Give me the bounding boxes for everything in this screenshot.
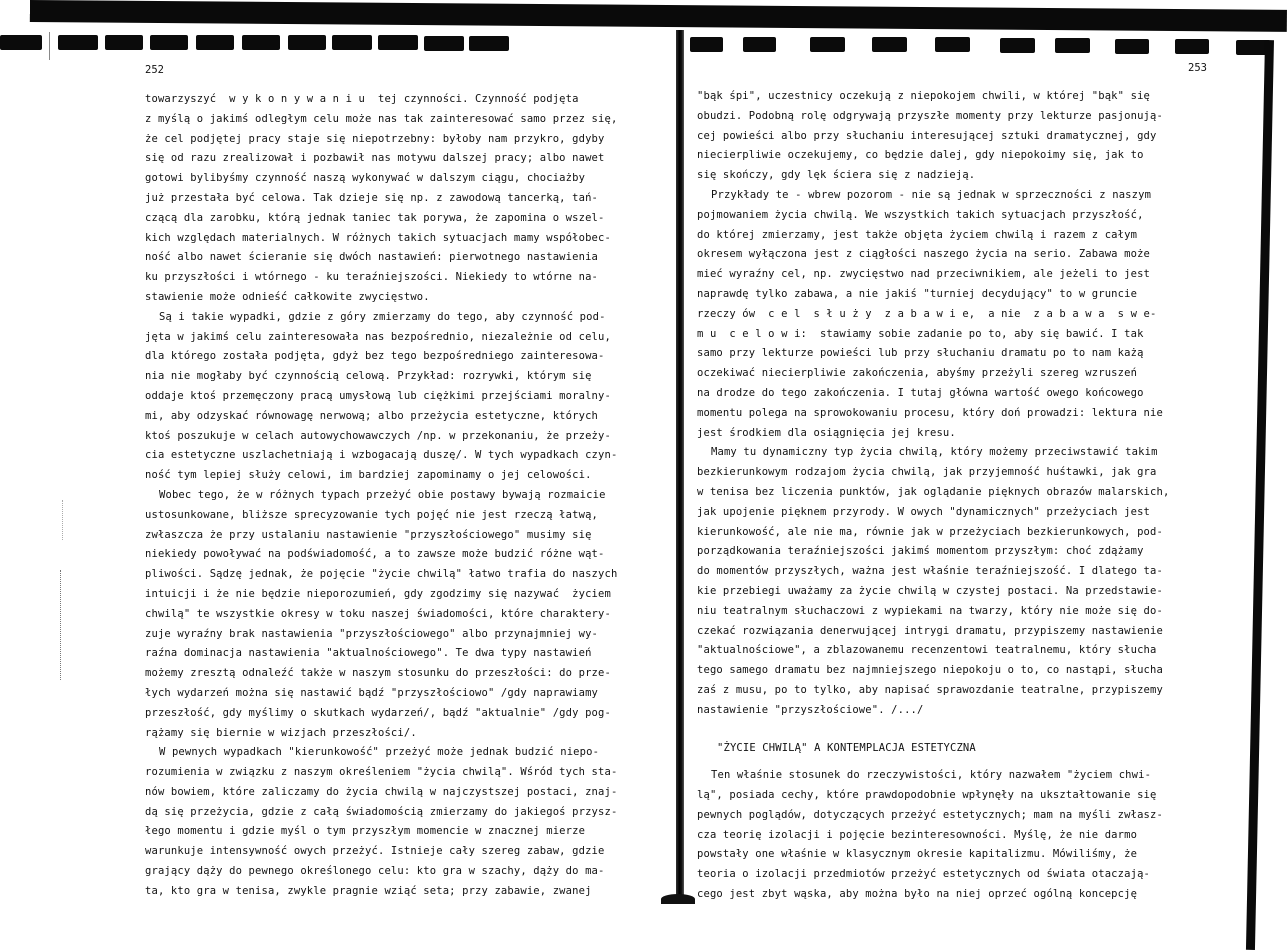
- film-perforations: [0, 32, 1287, 52]
- text-line: mieć wyraźny cel, np. zwycięstwo nad przeciwnikiem, ale jeżeli to jest: [697, 268, 1151, 281]
- text-line: kie przebiegi uważamy za życie chwilą w czystej postaci. Na przedstawie-: [697, 584, 1163, 597]
- text-line: lą", posiada cechy, które prawdopodobnie wpłynęły na ukształtowanie się: [697, 789, 1157, 802]
- text-line: do momentów przyszłych, ważna jest właśnie teraźniejszość. I dlatego ta-: [697, 565, 1163, 578]
- text-line: kierunkowość, ale nie ma, równie jak w przeżyciach bezkierunkowych, pod-: [697, 525, 1163, 538]
- text-line: dą się przeżycia, gdzie z całą świadomością zmierzamy do jakiegoś przysz-: [145, 805, 618, 818]
- text-line: obudzi. Podobną rolę odgrywają przyszłe momenty przy lekturze pasjonują-: [697, 109, 1163, 122]
- text-line: przeszłość, gdy myślimy o skutkach wydarzeń/, bądź "aktualnie" /gdy pog-: [145, 706, 611, 719]
- text-line: już przestała być celowa. Tak dzieje się np. z zawodową tancerką, tań-: [145, 191, 599, 204]
- text-line: Ten właśnie stosunek do rzeczywistości, który nazwałem "życiem chwi-: [711, 769, 1152, 782]
- text-line: "aktualnościowe", a zblazowanemu recenzentowi teatralnemu, który słucha: [697, 644, 1157, 657]
- text-line: momentu polega na sprowokowaniu procesu, który doń prowadzi: lektura nie: [697, 406, 1163, 419]
- text-line: cza teorię izolacji i pojęcie bezinteresowności. Myślę, że nie darmo: [697, 828, 1138, 841]
- text-line: okresem wyłączona jest z ciągłości naszego życia na serio. Zabawa może: [697, 248, 1151, 261]
- text-line: powstały one właśnie w klasycznym okresie kapitalizmu. Mówiliśmy, że: [697, 848, 1138, 861]
- text-line: pliwości. Sądzę jednak, że pojęcie "życie chwilą" łatwo trafia do naszych: [145, 568, 618, 581]
- scan-mark: [62, 500, 64, 540]
- text-line: czekać rozwiązania denerwującej intrygi dramatu, przypiszemy nastawienie: [697, 624, 1163, 637]
- page-number-left: 252: [145, 64, 164, 76]
- page-number-right: 253: [1188, 62, 1207, 74]
- text-line: w tenisa bez liczenia punktów, jak oglądanie pięknych obrazów malarskich,: [697, 485, 1170, 498]
- text-line: naprawdę tylko zabawa, a nie jakiś "turniej decydujący" to w gruncie: [697, 287, 1138, 300]
- text-line: dla którego została podjęta, gdyż bez tego bezpośredniego zainteresowa-: [145, 350, 605, 363]
- text-line: ta, kto gra w tenisa, zwykle pragnie wziąć seta; przy zabawie, zwanej: [145, 884, 592, 897]
- paragraph: [697, 87, 1247, 186]
- text-line: cia estetyczne uszlachetniają i wzbogacają duszę/. W tych wypadkach czyn-: [145, 449, 618, 462]
- text-line: niecierpliwie oczekujemy, co będzie dalej, gdy niepokoimy się, jak to: [697, 149, 1144, 162]
- book-spine: [676, 30, 684, 900]
- text-line: że cel podjętej pracy staje się niepotrzebny: byłoby nam przykro, gdyby: [145, 132, 605, 145]
- text-line: cego jest zbyt wąska, aby można było na niej oprzeć ogólną koncepcję: [697, 888, 1138, 901]
- paragraph: [145, 308, 665, 486]
- paragraph: [697, 443, 1247, 720]
- text-line: grający dąży do pewnego określonego celu: kto gra w szachy, dąży do ma-: [145, 865, 605, 878]
- text-line: jak upojenie pięknem przyrody. W owych "dynamicznych" przeżyciach jest: [697, 505, 1151, 518]
- paragraph: [145, 90, 665, 308]
- text-line: możemy zresztą odnaleźć także w naszym stosunku do przeszłości: do prze-: [145, 667, 611, 680]
- text-line: łych wydarzeń można się nastawić bądź "przyszłościowo" /gdy naprawiamy: [145, 686, 599, 699]
- text-line: rozumienia w związku z naszym określeniem "życia chwilą". Wśród tych sta-: [145, 766, 618, 779]
- text-line: rzeczy ów c e l s ł u ż y z a b a w i e, a nie z a b a w a s w e-: [697, 307, 1157, 320]
- left-page-text: [145, 90, 665, 902]
- text-line: ność tym lepiej służy celowi, im bardziej zapominamy o jej celowości.: [145, 469, 592, 482]
- paragraph: [145, 743, 665, 901]
- text-line: nia nie mogłaby być czynnością celową. Przykład: rozrywki, którym się: [145, 370, 592, 383]
- book-spine-base: [661, 894, 695, 904]
- text-line: m u c e l o w i: stawiamy sobie zadanie po to, aby się bawić. I tak: [697, 327, 1144, 340]
- text-line: ku przyszłości i wtórnego - ku teraźniejszości. Niekiedy to wtórne na-: [145, 271, 599, 284]
- scan-top-border: [30, 0, 1287, 32]
- scan-right-border: [1246, 40, 1274, 950]
- text-line: nastawienie "przyszłościowe". /.../: [697, 703, 924, 716]
- text-line: Mamy tu dynamiczny typ życia chwilą, który możemy przeciwstawić takim: [711, 446, 1158, 459]
- text-line: rążamy się biernie w wizjach przeszłości/.: [145, 726, 417, 739]
- scan-mark: [60, 570, 62, 680]
- right-page-text: [697, 87, 1247, 905]
- text-line: pojmowaniem życia chwilą. We wszystkich takich sytuacjach przyszłość,: [697, 208, 1144, 221]
- text-line: zuje wyraźny brak nastawienia "przyszłościowego" albo przynajmniej wy-: [145, 627, 599, 640]
- text-line: jest środkiem dla osiągnięcia jej kresu.: [697, 426, 956, 439]
- text-line: porządkowania teraźniejszości jakimś momentom przyszłym: choć zdążamy: [697, 545, 1144, 558]
- scan-top-gap: [0, 0, 30, 14]
- text-line: ustosunkowane, bliższe sprecyzowanie tych pojęć nie jest rzeczą łatwą,: [145, 508, 599, 521]
- text-line: chwilą" te wszystkie okresy w toku naszej świadomości, które charaktery-: [145, 607, 611, 620]
- text-line: się skończy, gdy lęk ściera się z nadzieją.: [697, 169, 976, 182]
- text-line: zwłaszcza że przy ustalaniu nastawienie "przyszłościowego" musimy się: [145, 528, 592, 541]
- text-line: teoria o izolacji przedmiotów przeżyć estetycznych od świata otaczają-: [697, 868, 1151, 881]
- text-line: pewnych poglądów, dotyczących przeżyć estetycznych; mam na myśli zwłasz-: [697, 808, 1163, 821]
- text-line: W pewnych wypadkach "kierunkowość" przeżyć może jednak budzić niepo-: [159, 746, 600, 759]
- text-line: się od razu zrealizował i pozbawił nas motywu dalszej pracy; albo nawet: [145, 152, 605, 165]
- text-line: mi, aby odzyskać równowagę nerwową; albo przeżycia estetyczne, których: [145, 409, 599, 422]
- text-line: Przykłady te - wbrew pozorom - nie są jednak w sprzeczności z naszym: [711, 188, 1152, 201]
- text-line: oczekiwać niecierpliwie zakończenia, abyśmy przeżyli szereg wzruszeń: [697, 367, 1138, 380]
- text-line: samo przy lekturze powieści lub przy słuchaniu dramatu po to nam każą: [697, 347, 1144, 360]
- text-line: bezkierunkowym rodzajom życia chwilą, jak przyjemność huśtawki, jak gra: [697, 466, 1157, 479]
- text-line: na drodze do tego zakończenia. I tutaj główna wartość owego końcowego: [697, 386, 1144, 399]
- text-line: stawienie może odnieść całkowite zwycięstwo.: [145, 290, 430, 303]
- text-line: ność albo nawet ścieranie się dwóch nastawień: pierwotnego nastawienia: [145, 251, 599, 264]
- text-line: raźna dominacja nastawienia "aktualnościowego". Te dwa typy nastawień: [145, 647, 592, 660]
- text-line: niu teatralnym słuchaczowi z wypiekami na twarzy, który nie może się do-: [697, 604, 1163, 617]
- text-line: kich względach materialnych. W różnych takich sytuacjach mamy współobec-: [145, 231, 611, 244]
- section-heading: "ŻYCIE CHWILĄ" A KONTEMPLACJA ESTETYCZNA: [717, 741, 976, 754]
- text-line: z myślą o jakimś odległym celu może nas tak zainteresować samo przez się,: [145, 112, 618, 125]
- text-line: ktoś poszukuje w celach autowychowawczych /np. w przekonaniu, że przeży-: [145, 429, 611, 442]
- text-line: nów bowiem, które zaliczamy do życia chwilą w najczystszej postaci, znaj-: [145, 785, 618, 798]
- text-line: "bąk śpi", uczestnicy oczekują z niepokojem chwili, w której "bąk" się: [697, 90, 1151, 102]
- text-line: oddaje ktoś przemęczony pracą umysłową lub ciężkimi przejściami moralny-: [145, 389, 611, 402]
- text-line: Wobec tego, że w różnych typach przeżyć obie postawy bywają rozmaicie: [159, 488, 606, 501]
- paragraph: [697, 186, 1247, 443]
- text-line: towarzyszyć w y k o n y w a n i u tej czynności. Czynność podjęta: [145, 93, 579, 105]
- text-line: do której zmierzamy, jest także objęta życiem chwilą i razem z całym: [697, 228, 1138, 241]
- text-line: łego momentu i gdzie myśl o tym przyszłym momencie w znacznej mierze: [145, 825, 586, 838]
- text-line: warunkuje intensywność owych przeżyć. Istnieje cały szereg zabaw, gdzie: [145, 845, 605, 858]
- text-line: cej powieści albo przy słuchaniu interesującej sztuki dramatycznej, gdy: [697, 129, 1157, 142]
- text-line: niekiedy powoływać na podświadomość, a to zawsze może budzić różne wąt-: [145, 548, 605, 561]
- text-line: czącą dla zarobku, którą jednak taniec tak porywa, że zapomina o wszel-: [145, 211, 605, 224]
- text-line: tego samego dramatu bez najmniejszego niepokoju o to, co nastąpi, słucha: [697, 664, 1163, 677]
- text-line: zaś z musu, po to tylko, aby napisać sprawozdanie teatralne, przypiszemy: [697, 683, 1163, 696]
- scan-mark: [49, 32, 50, 60]
- paragraph: [697, 766, 1247, 905]
- text-line: gotowi bylibyśmy czynność naszą wykonywać w dalszym ciągu, chociażby: [145, 172, 586, 185]
- text-line: Są i takie wypadki, gdzie z góry zmierzamy do tego, aby czynność pod-: [159, 310, 606, 323]
- text-line: jęta w jakimś celu zainteresowała nas bezpośrednio, niezależnie od celu,: [145, 330, 611, 343]
- text-line: intuicji i że nie będzie nieporozumień, gdy zgodzimy się nazywać życiem: [145, 587, 611, 600]
- paragraph: [145, 486, 665, 743]
